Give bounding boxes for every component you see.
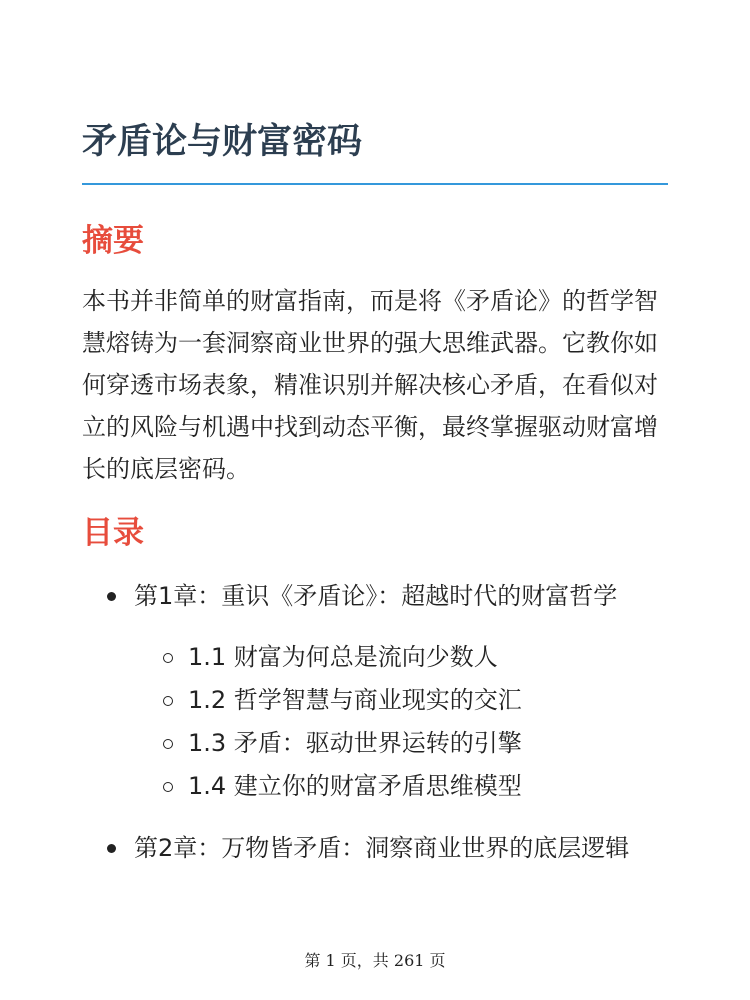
- hollow-bullet-icon: [163, 739, 173, 749]
- toc-section-label[interactable]: 1.2 哲学智慧与商业现实的交汇: [188, 686, 522, 714]
- toc-section-1-1: [134, 636, 668, 679]
- toc-section-1-2: [134, 679, 668, 722]
- toc-section-list: [134, 636, 668, 808]
- hollow-bullet-icon: [163, 653, 173, 663]
- title-divider: [82, 183, 668, 185]
- toc-chapter-label[interactable]: 第2章：万物皆矛盾：洞察商业世界的底层逻辑: [134, 834, 630, 862]
- hollow-bullet-icon: [163, 696, 173, 706]
- document-page: [82, 0, 668, 1000]
- toc-section-1-4: [134, 765, 668, 808]
- toc-heading: 目录: [82, 515, 144, 551]
- table-of-contents: [82, 577, 668, 888]
- toc-section-label[interactable]: 1.1 财富为何总是流向少数人: [188, 643, 498, 671]
- filled-bullet-icon: [107, 844, 116, 853]
- toc-section-label[interactable]: 1.3 矛盾：驱动世界运转的引擎: [188, 729, 522, 757]
- page-number-footer: 第 1 页，共 261 页: [304, 951, 446, 970]
- hollow-bullet-icon: [163, 782, 173, 792]
- abstract-heading: 摘要: [82, 223, 144, 259]
- filled-bullet-icon: [107, 592, 116, 601]
- document-title: 矛盾论与财富密码: [82, 122, 363, 162]
- toc-section-1-3: [134, 722, 668, 765]
- abstract-text: 本书并非简单的财富指南，而是将《矛盾论》的哲学智慧熔铸为一套洞察商业世界的强大思维武器。它教你如何穿透市场表象，精准识别并解决核心矛盾，在看似对立的风险与机遇中找到动态平衡，最终掌握驱动财富增长的底层密码。: [82, 287, 658, 483]
- toc-section-label[interactable]: 1.4 建立你的财富矛盾思维模型: [188, 772, 522, 800]
- toc-chapter-2: [82, 829, 668, 867]
- toc-chapter-1: [82, 577, 668, 808]
- toc-chapter-label[interactable]: 第1章：重识《矛盾论》：超越时代的财富哲学: [134, 582, 618, 610]
